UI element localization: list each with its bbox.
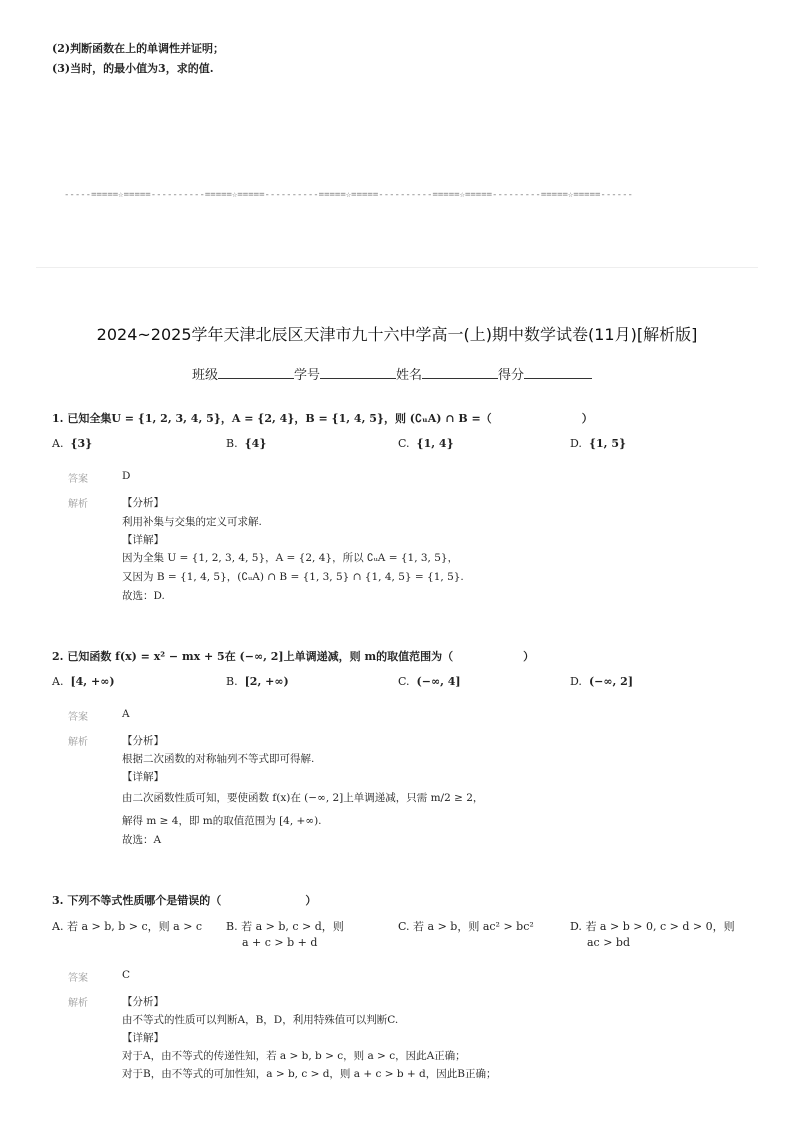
option-value: {3} [70,437,93,450]
option-label: C. [398,437,410,450]
q1-option-a[interactable] [52,437,92,450]
q3-option-a[interactable] [52,918,202,934]
option-label: D. [570,920,582,933]
name-label: 姓名 [396,368,423,383]
option-label: B. [226,920,238,933]
student-info-line [192,364,592,383]
class-label: 班级 [192,368,219,383]
q2-option-c[interactable] [398,675,461,688]
q1-option-d[interactable] [570,437,626,450]
q1-exp-line: 又因为 B = {1, 4, 5}，(∁ᵤA) ∩ B = {1, 3, 5} ∩ {1, 4, 5} = {1, 5}. [122,571,464,583]
question-1-stem [52,410,593,426]
option-label: D. [570,437,582,450]
paper-title: 2024~2025学年天津北辰区天津市九十六中学高一(上)期中数学试卷(11月)[解析版] [96,325,698,344]
q2-exp-line: 【分析】 [122,735,164,747]
q1-math: U = {1, 2, 3, 4, 5}，A = {2, 4}，B = {1, 4, 5}，则 (∁ᵤA) ∩ B =（ [111,412,492,425]
q1-exp-line: 利用补集与交集的定义可求解. [122,516,262,528]
q2-answer: A [122,708,130,720]
option-value: 若 a > b，则 ac² > bc² [413,920,534,933]
question-3-stem [52,892,316,908]
q3-answer-label: 答案 [68,973,88,984]
q3-option-b[interactable] [226,918,344,934]
option-label: A. [52,437,64,450]
q1-exp-line: 故选：D. [122,590,165,602]
option-value: (−∞, 4] [416,675,461,688]
option-label: A. [52,675,64,688]
q2-text: 2. 已知函数 f(x) = x² − mx + 5在 (−∞, 2]上单调递减，则 m的取值范围为（ [52,650,454,663]
q3-text: 3. 下列不等式性质哪个是错误的（ [52,894,222,907]
q3-option-d[interactable] [570,918,735,934]
q2-exp-line: 解得 m ≥ 4，即 m的取值范围为 [4, +∞). [122,815,322,827]
score-label: 得分 [498,368,525,383]
option-value: (−∞, 2] [588,675,634,688]
q1-option-b[interactable] [226,437,266,450]
option-value: {4} [244,437,267,450]
id-label: 学号 [294,368,321,383]
q1-exp-line: 【详解】 [122,534,164,546]
name-blank[interactable] [422,366,498,379]
question-2-stem [52,648,534,664]
q1-prefix: 1. 已知全集 [52,412,112,425]
option-value: {1, 4} [416,437,454,450]
q2-exp-line: 【详解】 [122,771,164,783]
star-divider: -----=====☆=====----------=====☆=====----------=====☆=====----------=====☆=====---------=====☆=====------ [64,190,633,200]
option-value: 若 a > b, c > d，则 [241,920,344,933]
option-label: B. [226,437,238,450]
q2-analysis-label: 解析 [68,737,88,748]
top-line-2: (3)当时，的最小值为3，求的值. [52,62,214,75]
q2-option-b[interactable] [226,675,289,688]
q2-answer-label: 答案 [68,712,88,723]
q3-exp-line: 【详解】 [122,1032,164,1044]
q3-close: ） [305,894,317,907]
q3-answer: C [122,969,131,981]
q1-option-c[interactable] [398,437,454,450]
q1-close: ） [581,412,593,425]
option-value: [4, +∞) [70,675,115,688]
q1-answer-label: 答案 [68,474,88,485]
q3-option-c[interactable] [398,918,534,934]
option-label: D. [570,675,582,688]
top-line-1: (2)判断函数在上的单调性并证明； [52,42,225,55]
option-label: B. [226,675,238,688]
q3-exp-line: 由不等式的性质可以判断A，B，D，利用特殊值可以判断C. [122,1014,399,1026]
option-label: C. [398,920,410,933]
option-value: 若 a > b, b > c，则 a > c [66,920,203,933]
q3-option-b-cont: a + c > b + d [242,936,318,949]
score-blank[interactable] [524,366,592,379]
q2-option-d[interactable] [570,675,633,688]
id-blank[interactable] [320,366,396,379]
option-label: C. [398,675,410,688]
q3-exp-line: 对于B，由不等式的可加性知，a > b, c > d，则 a + c > b + d，因此B正确； [122,1068,497,1080]
q1-answer: D [122,470,131,482]
q3-analysis-label: 解析 [68,998,88,1009]
q2-exp-line: 故选：A [122,834,162,846]
q3-exp-line: 对于A，由不等式的传递性知，若 a > b, b > c，则 a > c，因此A正确； [122,1050,466,1062]
q3-option-d-cont: ac > bd [587,936,631,949]
q1-exp-line: 因为全集 U = {1, 2, 3, 4, 5}，A = {2, 4}，所以 ∁ᵤA = {1, 3, 5}， [122,552,459,564]
option-value: 若 a > b > 0, c > d > 0，则 [585,920,735,933]
q2-option-a[interactable] [52,675,115,688]
class-blank[interactable] [218,366,294,379]
option-value: [2, +∞) [244,675,289,688]
option-label: A. [52,920,64,933]
q1-exp-line: 【分析】 [122,497,164,509]
option-value: {1, 5} [588,437,627,450]
q2-exp-line: 由二次函数性质可知，要使函数 f(x)在 (−∞, 2]上单调递减，只需 m/2 ≥ 2， [122,792,484,804]
page-rule [36,267,758,268]
q2-close: ） [523,650,535,663]
q1-analysis-label: 解析 [68,499,88,510]
q3-exp-line: 【分析】 [122,996,164,1008]
q2-exp-line: 根据二次函数的对称轴列不等式即可得解. [122,753,315,765]
